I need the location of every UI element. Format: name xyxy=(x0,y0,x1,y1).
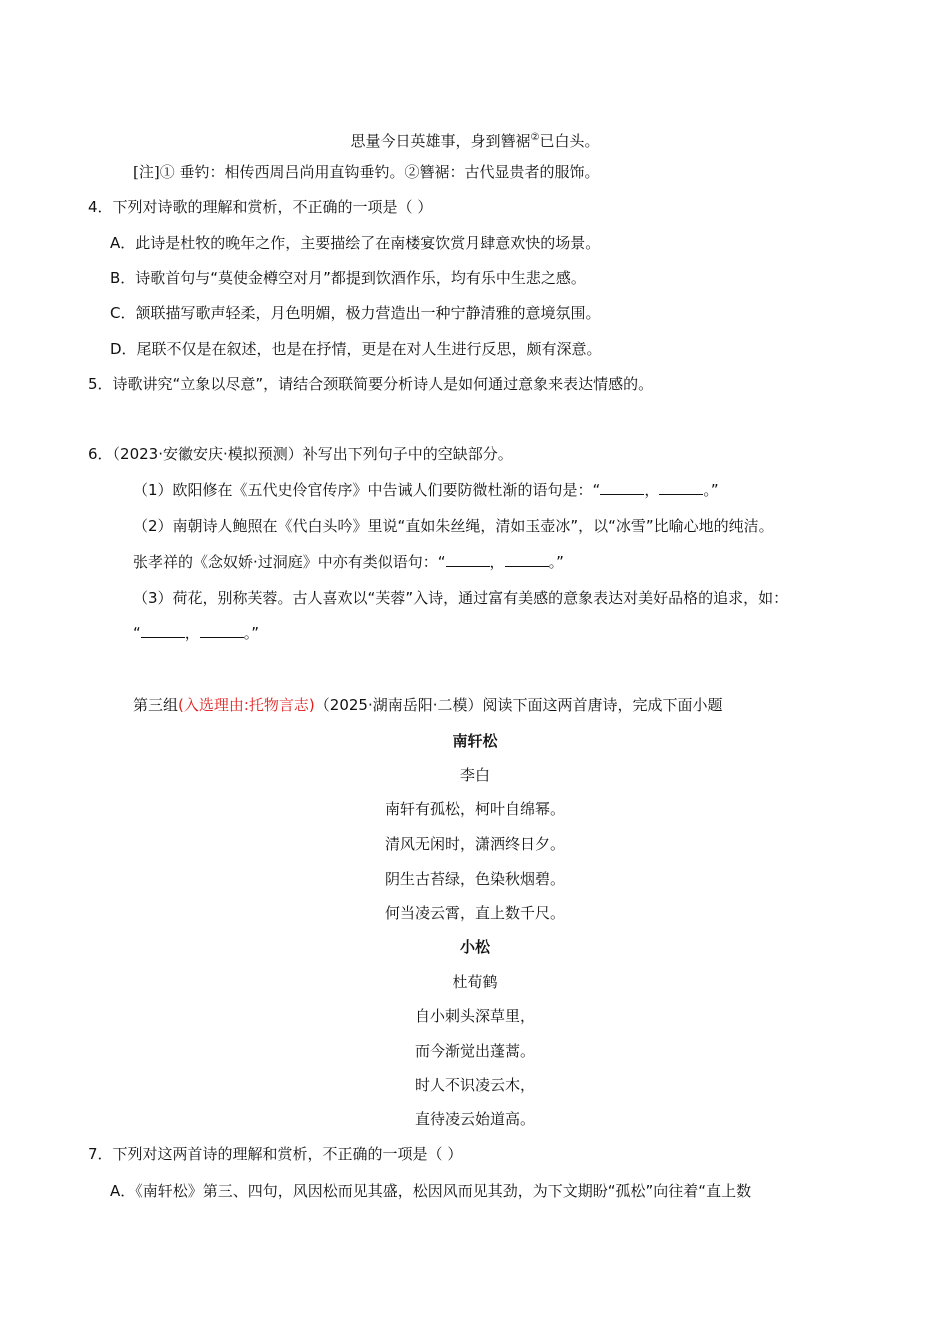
question-5-stem: 5．诗歌讲究“立象以尽意”，请结合颈联简要分析诗人是如何通过意象来表达情感的。 xyxy=(88,375,654,393)
poem-annotation: [注]① 垂钓：相传西周吕尚用直钩垂钓。②簪裾：古代显贵者的服饰。 xyxy=(133,163,600,181)
group-prefix: 第三组 xyxy=(133,696,179,714)
poem-2-line: 自小刺头深草里， xyxy=(414,1007,535,1025)
poem-2-title: 小松 xyxy=(459,938,490,956)
poem-2-author: 杜荀鹤 xyxy=(452,973,498,991)
question-4-option-b: B．诗歌首句与“莫使金樽空对月”都提到饮酒作乐，均有乐中生悲之感。 xyxy=(110,269,586,287)
poem-1-line: 清风无闲时，潇洒终日夕。 xyxy=(384,835,565,853)
answer-blank[interactable] xyxy=(200,623,244,638)
item-text: “ xyxy=(133,624,141,642)
poem-line-text-end: 已白头。 xyxy=(539,132,600,150)
question-7-option-a: A．《南轩松》第三、四句，风因松而见其盛，松因风而见其劲，为下文期盼“孤松”向往着“直上数 xyxy=(110,1182,752,1200)
selection-reason: (入选理由:托物言志) xyxy=(178,696,315,714)
answer-blank[interactable] xyxy=(446,552,490,567)
question-6-item-2: （2）南朝诗人鲍照在《代白头吟》里说“直如朱丝绳，清如玉壶冰”，以“冰雪”比喻心地的纯洁。 xyxy=(133,517,774,535)
poem-1-author: 李白 xyxy=(459,766,490,784)
question-7-stem: 7．下列对这两首诗的理解和赏析，不正确的一项是（ ） xyxy=(88,1145,463,1163)
item-end: 。” xyxy=(703,481,719,499)
poem-1-line: 南轩有孤松，柯叶自绵幂。 xyxy=(384,800,565,818)
item-sep: ， xyxy=(184,624,200,642)
poem-1-title: 南轩松 xyxy=(452,732,498,750)
item-end: 。” xyxy=(243,624,260,642)
question-4-option-d: D．尾联不仅是在叙述，也是在抒情，更是在对人生进行反思，颇有深意。 xyxy=(110,340,602,358)
question-6-item-2-cont xyxy=(133,551,564,573)
poem-1-line: 何当凌云霄，直上数千尺。 xyxy=(384,904,565,922)
item-sep: ， xyxy=(489,553,505,571)
question-4-option-c: C．颔联描写歌声轻柔，月色明媚，极力营造出一种宁静清雅的意境氛围。 xyxy=(110,304,601,322)
answer-blank[interactable] xyxy=(659,480,703,495)
answer-blank[interactable] xyxy=(141,623,185,638)
item-sep: ， xyxy=(644,481,660,499)
question-4-stem: 4．下列对诗歌的理解和赏析，不正确的一项是（ ） xyxy=(88,198,433,216)
question-4-option-a: A．此诗是杜牧的晚年之作，主要描绘了在南楼宴饮赏月肆意欢快的场景。 xyxy=(110,234,601,252)
poem-1-line: 阴生古苔绿，色染秋烟碧。 xyxy=(384,870,565,888)
answer-blank[interactable] xyxy=(505,552,549,567)
item-text: （1）欧阳修在《五代史伶官传序》中告诫人们要防微杜渐的语句是：“ xyxy=(133,481,601,499)
question-6-item-3: （3）荷花，别称芙蓉。古人喜欢以“芙蓉”入诗，通过富有美感的意象表达对美好品格的追求，如： xyxy=(133,589,789,607)
footnote-marker: ② xyxy=(530,132,540,143)
poem-2-line: 直待凌云始道高。 xyxy=(414,1110,535,1128)
question-6-stem: 6．（2023·安徽安庆·模拟预测）补写出下列句子中的空缺部分。 xyxy=(88,445,513,463)
question-6-item-3-cont xyxy=(133,622,259,644)
answer-blank[interactable] xyxy=(600,480,644,495)
poem-2-line: 时人不识凌云木， xyxy=(414,1076,535,1094)
question-6-item-1 xyxy=(133,479,719,501)
group-3-heading xyxy=(133,694,723,716)
group-instruction: （2025·湖南岳阳·二模）阅读下面这两首唐诗，完成下面小题 xyxy=(314,696,723,714)
item-text: 张孝祥的《念奴娇·过洞庭》中亦有类似语句：“ xyxy=(133,553,446,571)
poem-2-line: 而今渐觉出蓬蒿。 xyxy=(414,1042,535,1060)
item-end: 。” xyxy=(548,553,564,571)
poem-last-line xyxy=(0,127,950,152)
poem-line-text: 思量今日英雄事，身到簪裾 xyxy=(350,132,531,150)
